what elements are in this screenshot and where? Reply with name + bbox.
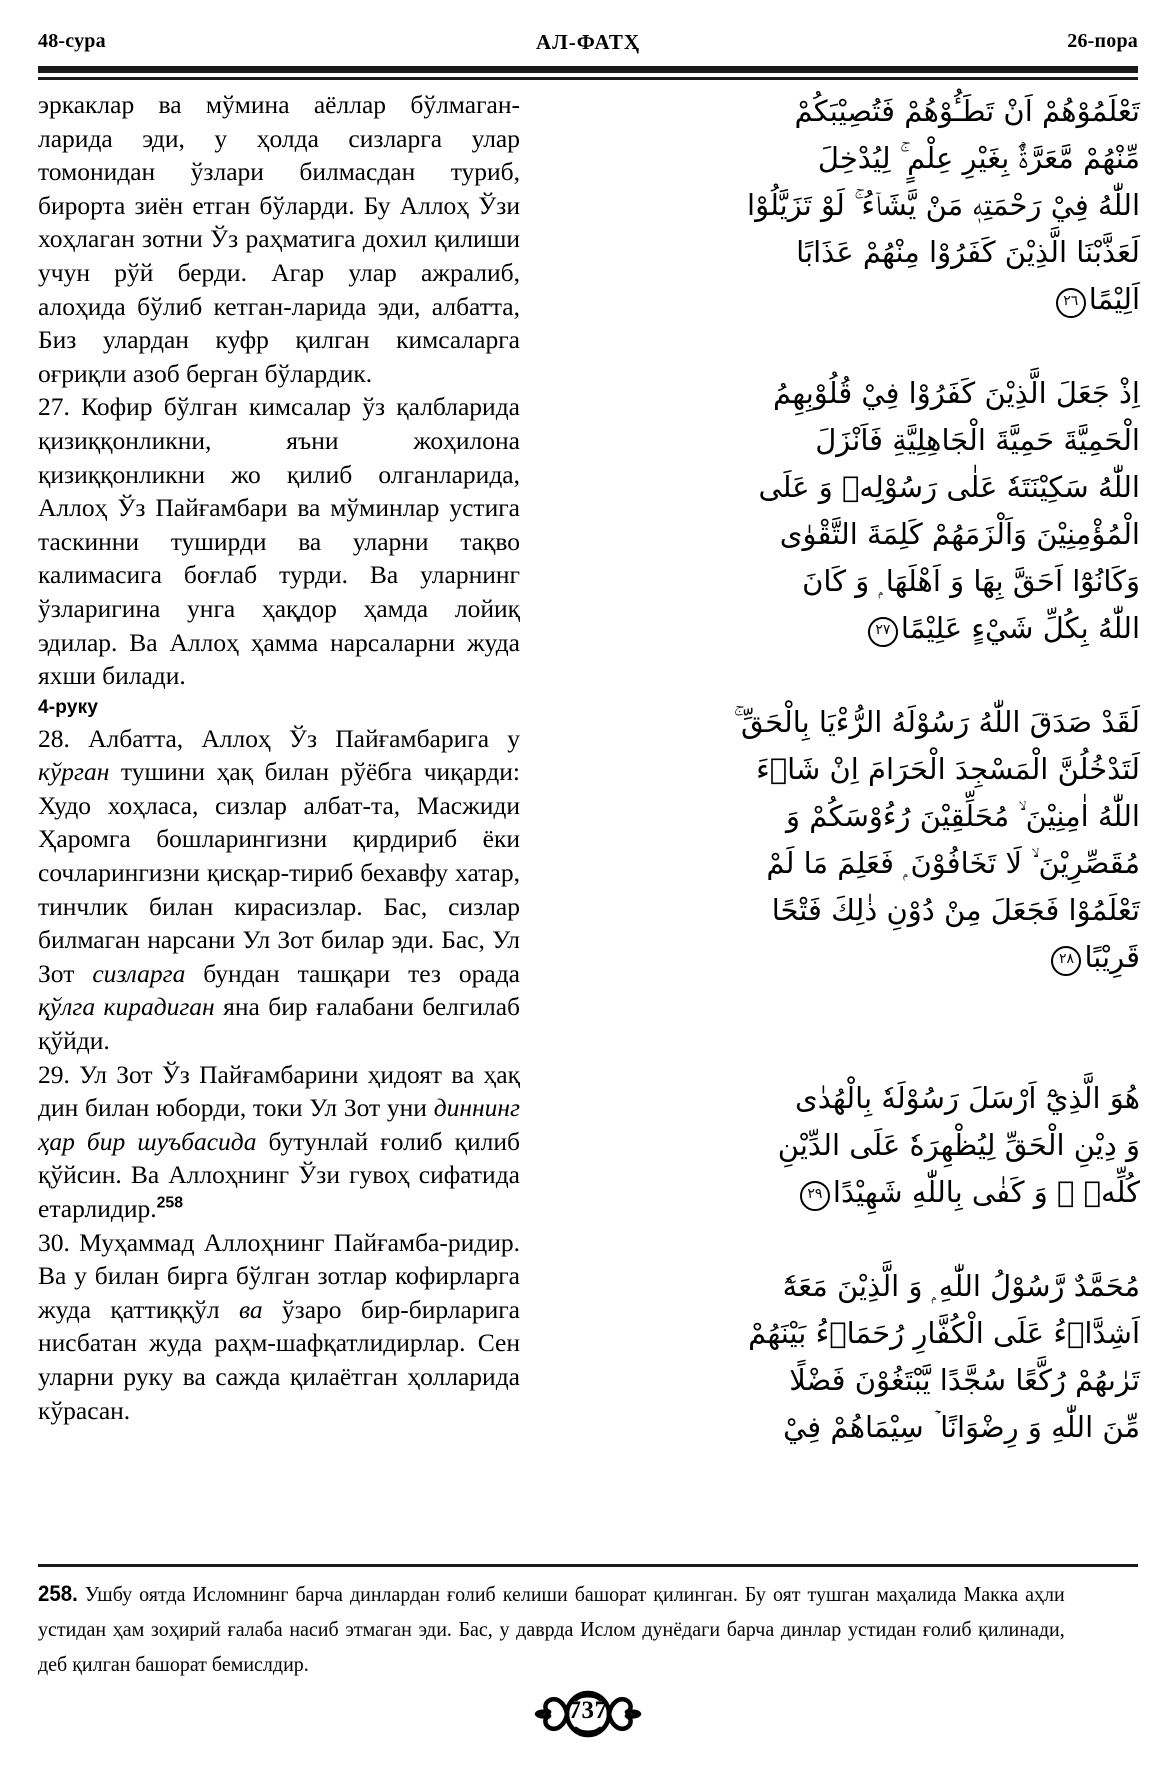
emphasis-text: қўлга кирадиган	[38, 992, 215, 1022]
running-head-para: 26-пора	[1067, 30, 1138, 52]
ayah-line: وَ دِيْنِ الْحَقِّ لِيُظْهِرَهٗ عَلَى الدِّيْنِ	[777, 1128, 1140, 1162]
ayah-tail-text: اَلِيْمًا	[1088, 282, 1140, 316]
ayah-gap	[548, 1028, 1140, 1075]
ayah-line: اللّٰهُ فِيْ رَحْمَتِهٖ مَنْ يَّشَاۤءُ ۚ لَوْ تَزَيَّلُوْا	[747, 188, 1140, 222]
ayah-gap	[548, 652, 1140, 699]
paragraph-text: эркаклар ва мўмина аёллар бўлмаган-ларида эди, у ҳолда сизларга улар томонидан ўзлари билмасдан туриб, бирорта зиён етган бўларди. Бу Аллоҳ Ўзи хоҳлаган зотни Ўз раҳматига дохил қилиши учун рўй берди. Агар улар ажралиб, алоҳида бўлиб кетган-ларида эди, албатта, Биз улардан куфр қилган кимсаларга оғриқли азоб берган бўлардик.	[38, 90, 520, 388]
paragraph-text: бундан ташқари тез орада	[185, 958, 520, 988]
page-number-ornament	[513, 1686, 663, 1742]
footnote-rule	[38, 1564, 1138, 1567]
paragraph-text: 29. Ул Зот Ўз Пайғамбарини ҳидоят ва ҳақ дин билан юборди, токи Ул Зот уни	[38, 1059, 520, 1123]
paragraph-text: яна бир ғалабани белгилаб қўйди.	[38, 992, 521, 1056]
ayah-line: تَعْلَمُوْهُمْ اَنْ تَطَـُٔوْهُمْ فَتُصِيْبَكُمْ	[794, 94, 1140, 128]
ayah-number-marker: ٢٦	[1056, 288, 1086, 318]
ayah-gap	[548, 1216, 1140, 1263]
ayah-block-29	[548, 1075, 1140, 1216]
page-number: 737	[568, 1697, 608, 1724]
ayah-line: هُوَ الَّذِيْٓ اَرْسَلَ رَسُوْلَهٗ بِالْهُدٰى	[795, 1081, 1140, 1115]
paragraph-text: 30. Муҳаммад Аллоҳнинг Пайғамба-ридир. Ва у билан бирга бўлган зотлар кофирларга жуда қаттиққўл	[38, 1227, 520, 1324]
ayah-block-28	[548, 699, 1140, 981]
ayah-line: اللّٰهُ اٰمِنِيْنَ ۙ مُحَلِّقِيْنَ رُءُوْسَكُمْ وَ	[786, 799, 1140, 833]
page-number-area	[0, 1686, 1176, 1747]
paragraph-text: ўзаро бир-бирларига нисбатан жуда раҳм-шафқатлидирлар. Сен уларни руку ва сажда қилаётган ҳолларида кўрасан.	[38, 1294, 520, 1425]
ayah-gap	[548, 323, 1140, 370]
ayah-line-last	[548, 1169, 1140, 1216]
ayah-line-last	[548, 934, 1140, 981]
paragraph-29	[38, 1058, 520, 1226]
paragraph-text: 28. Албатта, Аллоҳ Ўз Пайғамбарига у	[38, 723, 520, 753]
ayah-line: الْحَمِيَّةَ حَمِيَّةَ الْجَاهِلِيَّةِ فَاَنْزَلَ	[815, 423, 1140, 457]
running-head-title: АЛ-ФАТҲ	[535, 30, 640, 54]
ayah-block-30	[548, 1263, 1140, 1451]
emphasis-text: кўрган	[38, 757, 110, 787]
ayah-line: مُقَصِّرِيْنَ ۙ لَا تَخَافُوْنَ ۭ فَعَلِمَ مَا لَمْ	[766, 846, 1140, 880]
emphasis-text: ва	[238, 1294, 263, 1324]
paragraph-continued-26	[38, 88, 520, 390]
footnote-reference-258[interactable]: 258	[156, 1194, 183, 1212]
arabic-quran-column	[548, 88, 1140, 1451]
emphasis-text: сизларга	[92, 958, 186, 988]
ayah-line: لَعَذَّبْنَا الَّذِيْنَ كَفَرُوْا مِنْهُمْ عَذَابًا	[796, 235, 1140, 269]
ayah-line-last	[548, 276, 1140, 323]
ayah-line: اِذْ جَعَلَ الَّذِيْنَ كَفَرُوْا فِيْ قُلُوْبِهِمُ	[773, 376, 1140, 410]
ayah-gap	[548, 981, 1140, 1028]
footnote-number: 258.	[38, 1581, 78, 1606]
ayah-line: لَقَدْ صَدَقَ اللّٰهُ رَسُوْلَهُ الرُّءْيَا بِالْحَقِّ ۚ	[733, 705, 1140, 739]
ayah-line: تَرٰىهُمْ رُكَّعًا سُجَّدًا يَّبْتَغُوْنَ فَضْلًا	[789, 1363, 1140, 1397]
ayah-line: مِّنْهُمْ مَّعَرَّةٌۢ بِغَيْرِ عِلْمٍ ۚ لِيُدْخِلَ	[817, 141, 1140, 175]
uzbek-translation-column	[38, 88, 520, 1427]
paragraph-27	[38, 390, 520, 692]
ruku-heading: 4-руку	[38, 696, 99, 718]
ayah-line-last	[548, 605, 1140, 652]
ayah-number-marker: ٢٧	[868, 617, 898, 647]
running-head-sura: 48-сура	[38, 30, 106, 52]
ayah-block-27	[548, 370, 1140, 652]
ayah-line: الْمُؤْمِنِيْنَ وَاَلْزَمَهُمْ كَلِمَةَ التَّقْوٰى	[779, 517, 1140, 551]
header-rule-thin	[38, 77, 1138, 80]
ayah-line: وَكَانُوْٓا اَحَقَّ بِهَا وَ اَهْلَهَا ۭ وَ كَانَ	[802, 564, 1140, 598]
paragraph-28	[38, 722, 520, 1058]
ayah-line: لَتَدْخُلُنَّ الْمَسْجِدَ الْحَرَامَ اِنْ شَاۤءَ	[756, 752, 1140, 786]
footnote-text: Ушбу оятда Исломнинг барча динлардан ғолиб келиши башорат қилинган. Бу оят тушган маҳалида Макка аҳли устидан ҳам зоҳирий ғалаба насиб этмаган эди. Бас, у даврда Ислом дунёдаги барча динлар устидан ғолиб қилинади, деб қилган башорат бемислдир.	[38, 1582, 1065, 1676]
ayah-line: تَعْلَمُوْا فَجَعَلَ مِنْ دُوْنِ ذٰلِكَ فَتْحًا	[771, 893, 1140, 927]
emphasis-text: диннинг ҳар бир шуъбасида	[38, 1093, 520, 1156]
ayah-block-26	[548, 88, 1140, 323]
ayah-line: مُحَمَّدٌ رَّسُوْلُ اللّٰهِ ۭ وَ الَّذِيْنَ مَعَهٗٓ	[782, 1269, 1140, 1303]
ayah-number-marker: ٢٩	[800, 1181, 830, 1211]
ayah-number-marker: ٢٨	[1051, 946, 1081, 976]
ayah-line: مِّنَ اللّٰهِ وَ رِضْوَانًا ۡ سِيْمَاهُمْ فِيْ	[783, 1410, 1140, 1444]
ayah-tail-text: قَرِيْبًا	[1084, 940, 1140, 974]
paragraph-text: тушини ҳақ билан рўёбга чиқарди: Худо хоҳласа, сизлар албат-та, Масжиди Ҳаромга бошларингизни қирдириб ёки сочларингизни қисқар-тириб бехавфу хатар, тинчлик билан кирасизлар. Бас, сизлар билмаган нарсани Ул Зот билар эди. Бас, Ул Зот	[38, 757, 520, 988]
footnote-block	[38, 1576, 1065, 1682]
ayah-tail-text: اللّٰهُ بِكُلِّ شَيْءٍ عَلِيْمًا	[900, 611, 1140, 645]
running-head	[38, 30, 1138, 60]
ayah-line: اَشِدَّاۤءُ عَلَى الْكُفَّارِ رُحَمَاۤءُ بَيْنَهُمْ	[748, 1316, 1140, 1350]
ayah-line: اللّٰهُ سَكِيْنَتَهٗ عَلٰى رَسُوْلِهٖ وَ عَلَى	[758, 470, 1140, 504]
header-rule-thick	[38, 66, 1138, 73]
paragraph-text: бутунлай ғолиб қилиб қўйсин. Ва Аллоҳнинг Ўзи гувоҳ сифатида етарлидир.	[38, 1126, 520, 1223]
paragraph-text: 27. Кофир бўлган кимсалар ўз қалбларида қизиққонликни, яъни жоҳилона қизиққонликни жо қилиб олганларида, Аллоҳ Ўз Пайғамбари ва мўминлар устига таскинни туширди ва уларни тақво калимасига боғлаб турди. Ва уларнинг ўзларигина унга ҳақдор ҳамда лойиқ эдилар. Ва Аллоҳ ҳамма нарсаларни жуда яхши билади.	[38, 392, 520, 691]
paragraph-30	[38, 1226, 520, 1428]
ayah-tail-text: كُلِّهٖ ۭ وَ كَفٰى بِاللّٰهِ شَهِيْدًا	[832, 1175, 1140, 1209]
